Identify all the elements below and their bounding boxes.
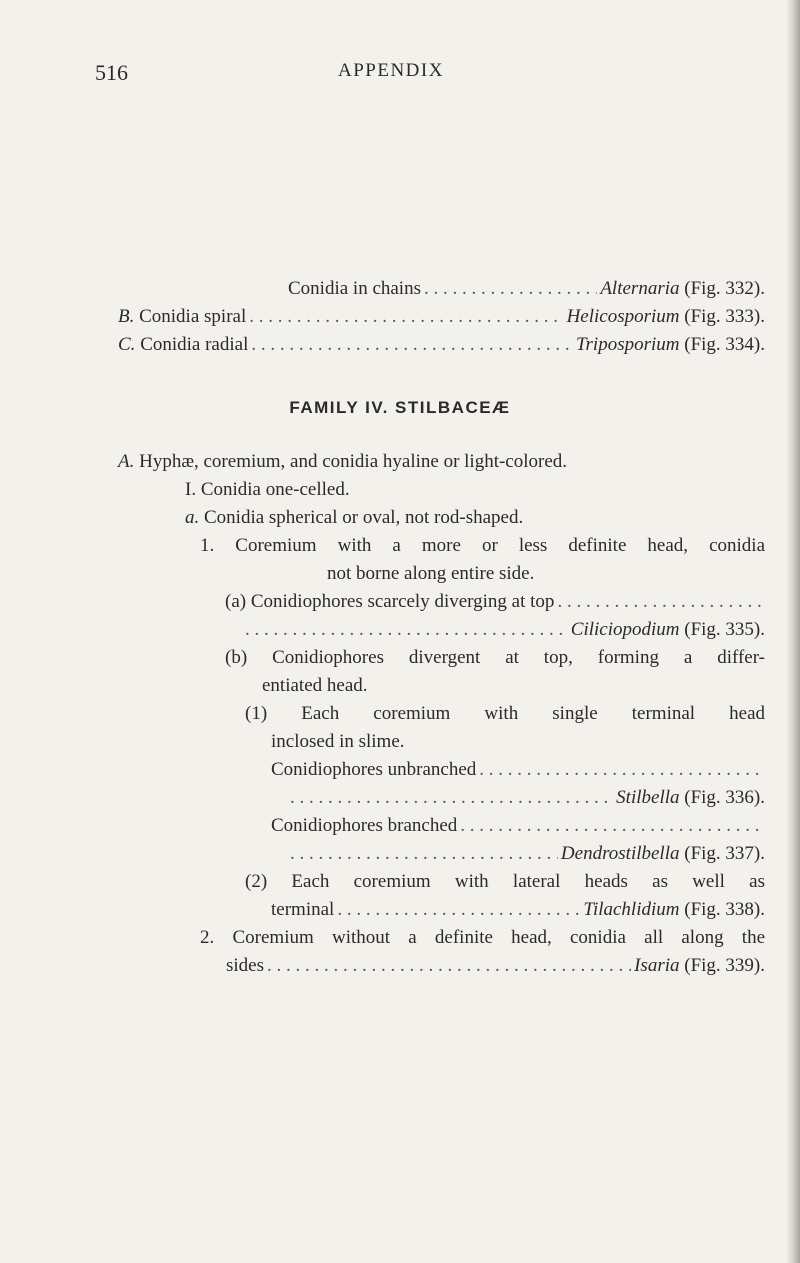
key-2-line2: sides . . . Isaria (Fig. 339).	[226, 952, 765, 980]
genus-name: Ciliciopodium	[570, 619, 680, 640]
running-head: APPENDIX	[338, 60, 444, 81]
genus-name: Triposporium	[576, 334, 680, 355]
entry-alternaria: Conidia in chains . . . Alternaria (Fig. 332).	[288, 275, 765, 303]
key-p2-line1: (2) Each coremium with lateral heads as well as	[245, 871, 765, 892]
genus-name: Dendrostilbella	[560, 843, 680, 864]
page-number: 516	[95, 60, 128, 85]
key-pb-line2: entiated head.	[262, 675, 368, 696]
genus-name: Stilbella	[616, 787, 680, 808]
key-p1-line2: inclosed in slime.	[271, 731, 405, 752]
genus-name: Alternaria	[600, 278, 680, 299]
key-p1-line1: (1) Each coremium with single terminal head	[245, 703, 766, 724]
key-a-upper: A. Hyphæ, coremium, and conidia hyaline or light-colored.	[118, 451, 568, 472]
section-heading: FAMILY IV. STILBACEÆ	[289, 398, 511, 417]
key-pa-line1: (a) Conidiophores scarcely diverging at top . . .	[225, 588, 765, 616]
entry-triposporium: C. Conidia radial . . . Triposporium (Fig. 334).	[118, 331, 765, 359]
key-branched-line1: Conidiophores branched . . .	[271, 812, 765, 840]
genus-name: Isaria	[634, 955, 680, 976]
entry-helicosporium: B. Conidia spiral . . . Helicosporium (Fig. 333).	[118, 303, 765, 331]
key-unbranched-line1: Conidiophores unbranched . . .	[271, 756, 765, 784]
key-unbranched-line2: . . . Stilbella (Fig. 336).	[290, 784, 765, 812]
key-p2-line2: terminal . . . Tilachlidium (Fig. 338).	[271, 896, 765, 924]
key-branched-line2: . . . Dendrostilbella (Fig. 337).	[290, 840, 765, 868]
key-pb-line1: (b) Conidiophores divergent at top, forming a differ-	[225, 647, 766, 668]
key-a-lower: a. Conidia spherical or oval, not rod-shaped.	[185, 507, 524, 528]
key-pa-line2: . . . Ciliciopodium (Fig. 335).	[245, 616, 765, 644]
key-2-line1: 2. Coremium without a definite head, conidia all along the	[200, 927, 766, 948]
page-edge-shadow	[786, 0, 800, 1263]
page-header	[0, 60, 800, 90]
key-1-line1: 1. Coremium with a more or less definite head, conidia	[200, 535, 766, 556]
genus-name: Tilachlidium	[583, 899, 680, 920]
key-1-line2: not borne along entire side.	[327, 563, 535, 584]
key-roman-i: I. Conidia one-celled.	[185, 479, 350, 500]
genus-name: Helicosporium	[566, 306, 680, 327]
